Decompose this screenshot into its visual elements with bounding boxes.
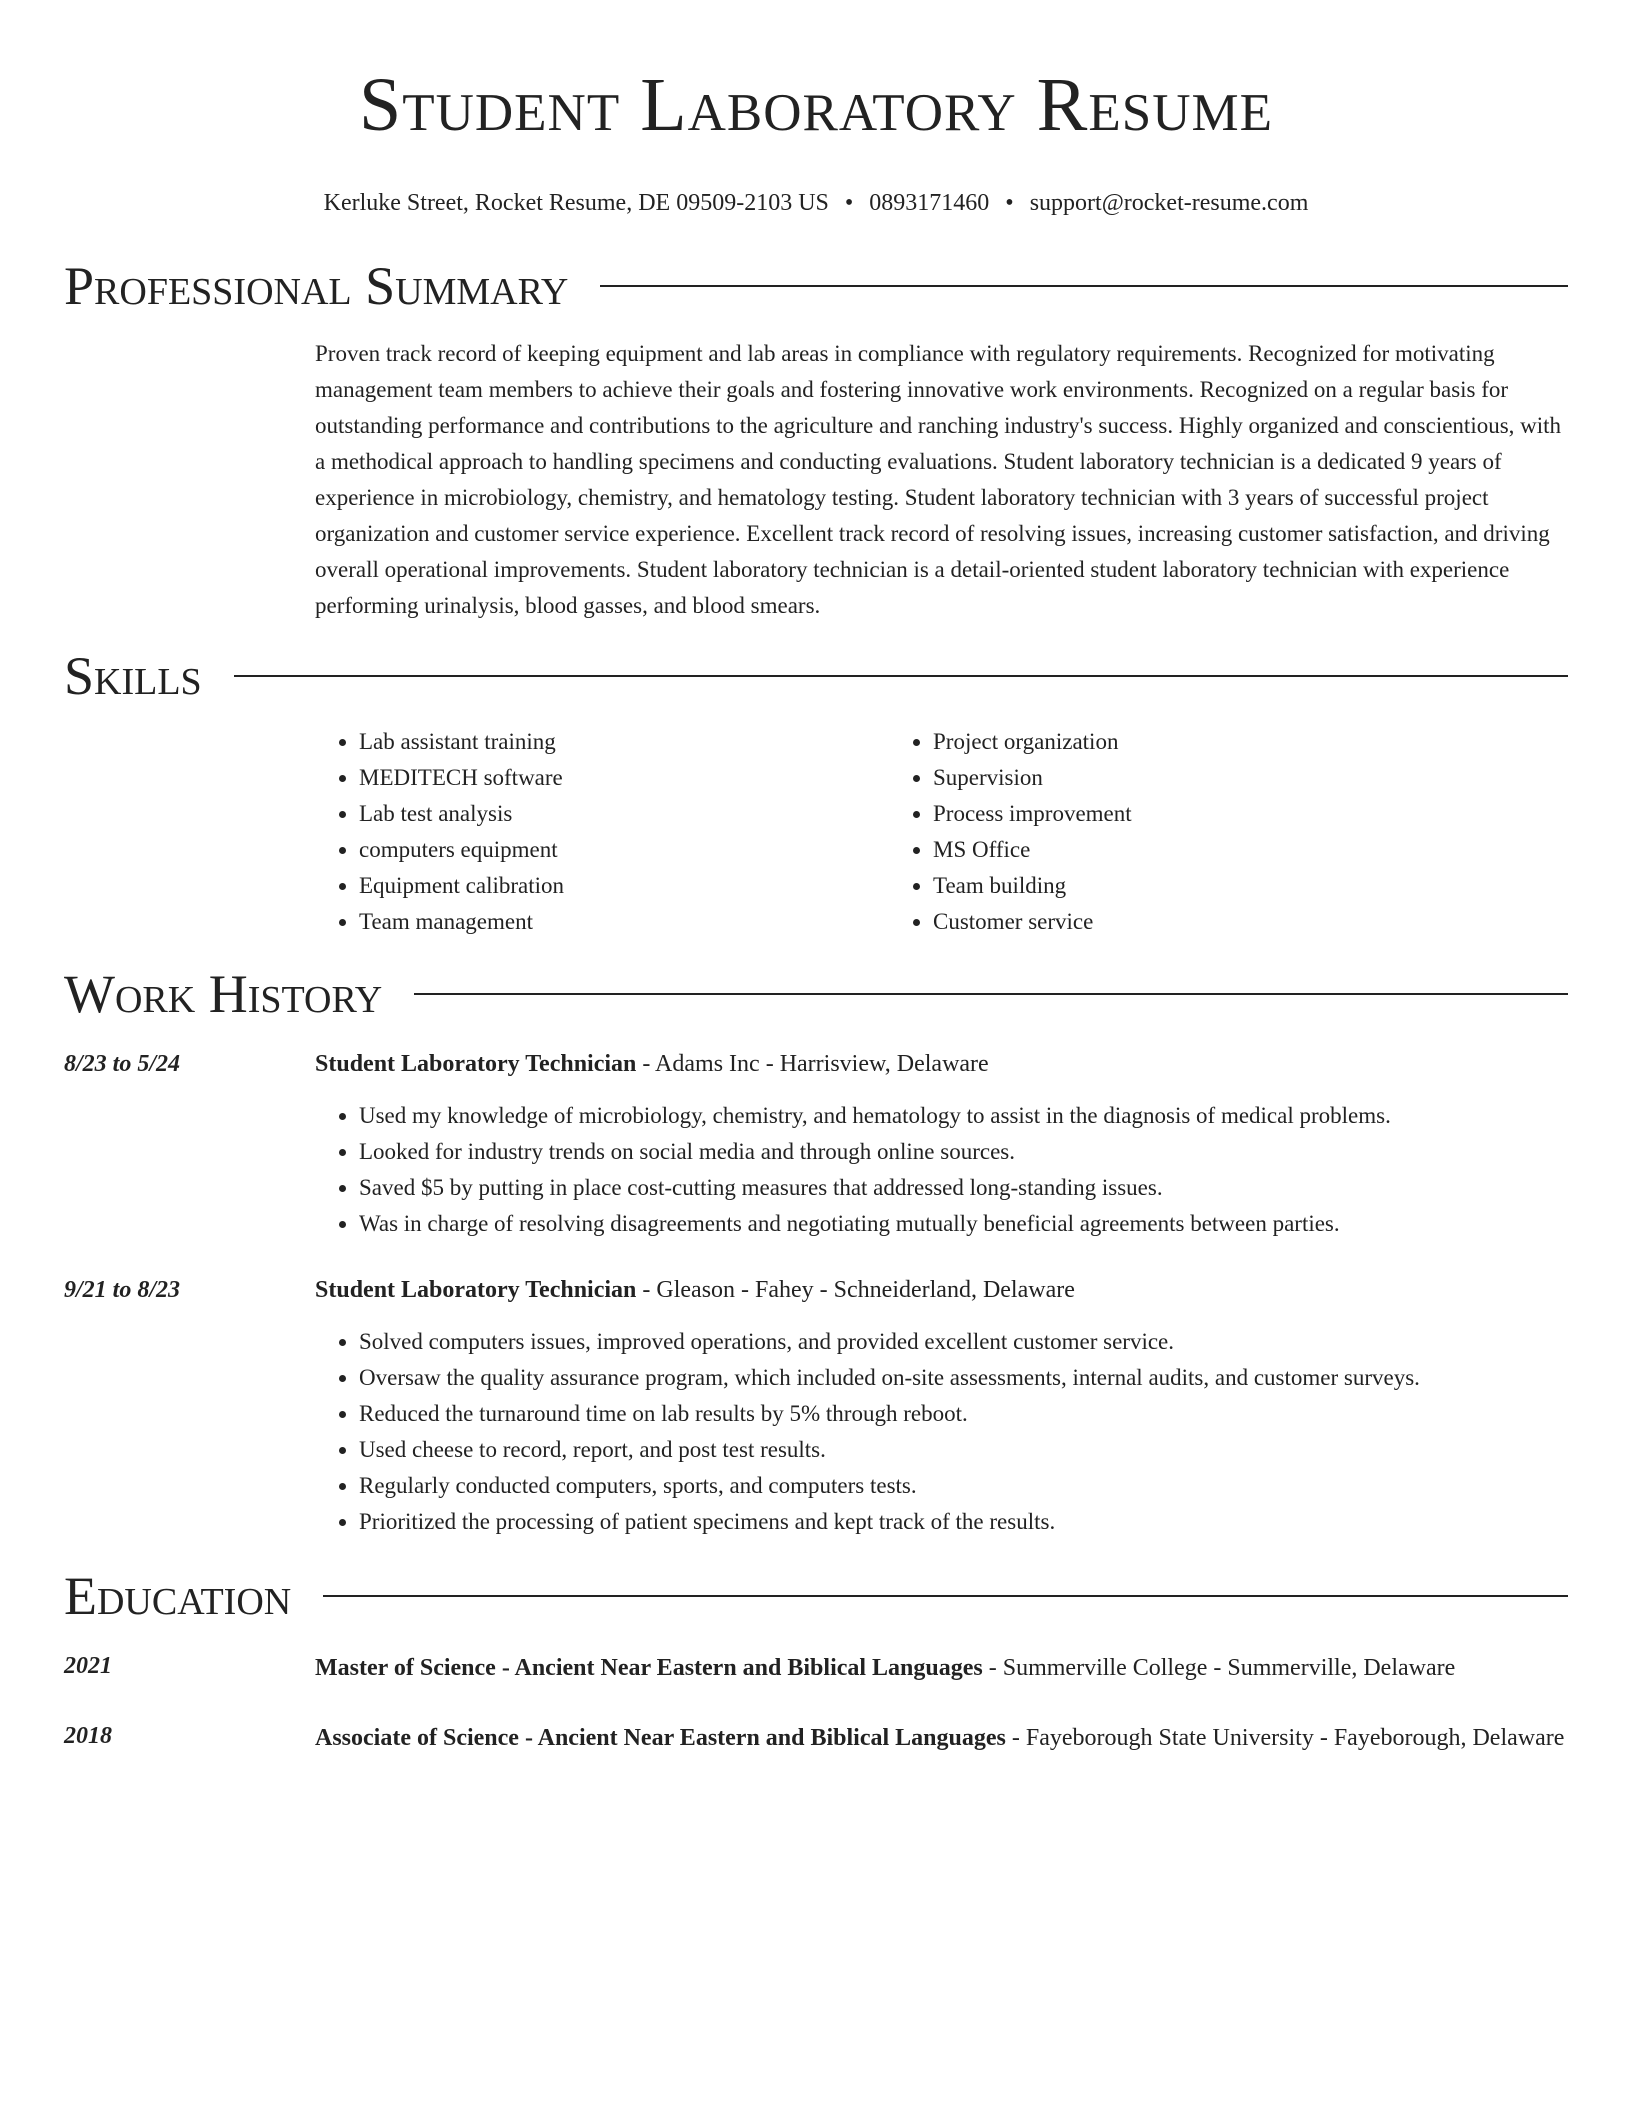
skill-item: • computers equipment — [359, 832, 889, 868]
skill-item: • Customer service — [933, 904, 1463, 940]
job-bullet: • Used my knowledge of microbiology, chemistry, and hematology to assist in the diagnosis of medical problems. — [359, 1098, 1568, 1134]
job-dates: 9/21 to 8/23 — [64, 1277, 181, 1303]
job-title-line — [315, 1046, 1568, 1082]
summary-section-title: Professional Summary — [64, 256, 569, 316]
section-divider — [600, 285, 1568, 287]
skill-item: • Team management — [359, 904, 889, 940]
skills-list — [315, 724, 1568, 940]
resume-page — [64, 0, 1568, 1758]
section-divider — [323, 1595, 1568, 1597]
contact-line — [64, 188, 1568, 218]
job-entry — [64, 1046, 1568, 1242]
skill-item: • Team building — [933, 868, 1463, 904]
education-section-title: Education — [64, 1566, 292, 1626]
work-section-header — [64, 964, 1568, 1024]
education-school: - Fayeborough State University - Fayeborough, Delaware — [1005, 1725, 1565, 1751]
job-entry — [64, 1272, 1568, 1540]
resume-name: Student Laboratory Resume — [358, 63, 1273, 147]
job-details — [315, 1046, 1568, 1242]
contact-address: Kerluke Street, Rocket Resume, DE 09509-2103 US — [323, 190, 829, 216]
job-bullet: • Solved computers issues, improved operations, and provided excellent customer service. — [359, 1324, 1568, 1360]
education-degree: Associate of Science - Ancient Near Eastern and Biblical Languages — [315, 1725, 1006, 1751]
job-title-line — [315, 1272, 1568, 1308]
section-divider — [234, 675, 1568, 677]
contact-phone: 0893171460 — [869, 190, 990, 216]
job-position: Student Laboratory Technician — [315, 1051, 637, 1077]
skills-column-left — [315, 724, 889, 940]
education-details — [315, 1648, 1568, 1688]
job-employer: - Gleason - Fahey - Schneiderland, Delaware — [636, 1277, 1075, 1303]
skills-section-title: Skills — [64, 646, 202, 706]
education-year: 2021 — [64, 1653, 112, 1679]
skill-item: • Process improvement — [933, 796, 1463, 832]
skill-item: • Project organization — [933, 724, 1463, 760]
job-bullet: • Looked for industry trends on social media and through online sources. — [359, 1134, 1568, 1170]
job-bullets — [315, 1324, 1568, 1540]
job-bullet: • Used cheese to record, report, and post test results. — [359, 1432, 1568, 1468]
skill-item: • Lab test analysis — [359, 796, 889, 832]
skill-item: • Equipment calibration — [359, 868, 889, 904]
job-position: Student Laboratory Technician — [315, 1277, 637, 1303]
contact-separator: • — [844, 190, 854, 216]
job-bullet: • Regularly conducted computers, sports, and computers tests. — [359, 1468, 1568, 1504]
work-section-title: Work History — [64, 964, 383, 1024]
education-degree: Master of Science - Ancient Near Eastern and Biblical Languages — [315, 1655, 983, 1681]
education-school: - Summerville College - Summerville, Delaware — [982, 1655, 1456, 1681]
job-dates: 8/23 to 5/24 — [64, 1051, 181, 1077]
education-details — [315, 1718, 1568, 1758]
education-year: 2018 — [64, 1723, 112, 1749]
skill-item: • Lab assistant training — [359, 724, 889, 760]
skills-section-header — [64, 646, 1568, 706]
skills-column-right — [889, 724, 1463, 940]
skill-item: • MS Office — [933, 832, 1463, 868]
section-divider — [414, 993, 1568, 995]
summary-section-header — [64, 256, 1568, 316]
education-entry — [64, 1718, 1568, 1758]
skill-item: • MEDITECH software — [359, 760, 889, 796]
education-section-header — [64, 1566, 1568, 1626]
job-bullet: • Prioritized the processing of patient specimens and kept track of the results. — [359, 1504, 1568, 1540]
job-bullet: • Was in charge of resolving disagreements and negotiating mutually beneficial agreements between parties. — [359, 1206, 1568, 1242]
job-bullet: • Saved $5 by putting in place cost-cutting measures that addressed long-standing issues. — [359, 1170, 1568, 1206]
contact-email: support@rocket-resume.com — [1029, 190, 1309, 216]
summary-text: Proven track record of keeping equipment and lab areas in compliance with regulatory requirements. Recognized for motivating management team members to achieve their goals and fostering innovative work environments. Recognized on a regular basis for outstanding performance and contributions to the agriculture and ranching industry's success. Highly organized and conscientious, with a methodical approach to handling specimens and conducting evaluations. Student laboratory technician is a dedicated 9 years of experience in microbiology, chemistry, and hematology testing. Student laboratory technician with 3 years of successful project organization and customer service experience. Excellent track record of resolving issues, increasing customer satisfaction, and driving overall operational improvements. Student laboratory technician is a detail-oriented student laboratory technician with experience performing urinalysis, blood gasses, and blood smears. — [315, 341, 1562, 618]
skill-item: • Supervision — [933, 760, 1463, 796]
job-bullet: • Reduced the turnaround time on lab results by 5% through reboot. — [359, 1396, 1568, 1432]
contact-separator: • — [1005, 190, 1014, 216]
education-entry — [64, 1648, 1568, 1688]
job-details — [315, 1272, 1568, 1540]
job-bullets — [315, 1098, 1568, 1242]
job-employer: - Adams Inc - Harrisview, Delaware — [636, 1051, 989, 1077]
job-bullet: • Oversaw the quality assurance program, which included on-site assessments, internal audits, and customer surveys. — [359, 1360, 1568, 1396]
